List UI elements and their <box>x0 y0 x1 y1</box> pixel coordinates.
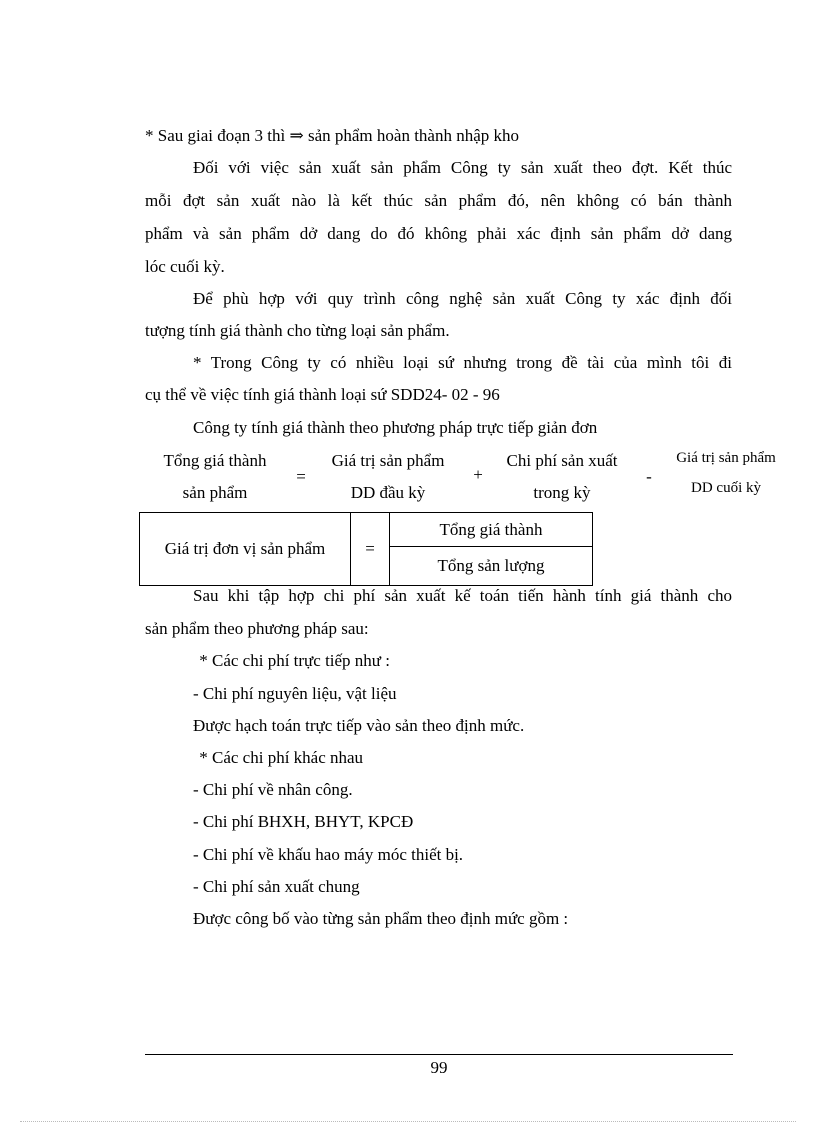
text-line: lóc cuối kỳ. <box>145 257 225 276</box>
formula-term4-line2: DD cuối kỳ <box>691 480 761 496</box>
formula-term2-line1: Giá trị sản phẩm <box>331 451 445 470</box>
text-line: Được hạch toán trực tiếp vào sản theo định mức. <box>193 716 525 735</box>
text-line: - Chi phí về nhân công. <box>193 780 353 799</box>
unit-cost-label: Giá trị đơn vị sản phẩm <box>140 513 351 586</box>
unit-cost-table <box>139 512 593 586</box>
text-line: * Các chi phí khác nhau <box>195 748 364 767</box>
unit-cost-numerator: Tổng giá thành <box>390 513 593 547</box>
text-line: * Các chi phí trực tiếp như : <box>195 651 390 670</box>
text-line: Được công bố vào từng sản phẩm theo định mức gồm : <box>193 909 569 928</box>
formula-term3-line2: trong kỳ <box>533 483 591 502</box>
text-line: * Sau giai đoạn 3 thì ⇒ sản phẩm hoàn thành nhập kho <box>145 126 520 145</box>
formula-minus: - <box>646 467 652 486</box>
unit-cost-denominator: Tổng sản lượng <box>390 547 593 586</box>
page-bottom-divider <box>20 1121 796 1122</box>
text-line: sản phẩm theo phương pháp sau: <box>145 619 369 638</box>
text-line: cụ thể về việc tính giá thành loại sứ SDD24- 02 - 96 <box>145 385 500 404</box>
text-line: Sau khi tập hợp chi phí sản xuất kế toán tiến hành tính giá thành cho <box>193 586 732 605</box>
page-number: 99 <box>430 1058 448 1077</box>
text-line: - Chi phí nguyên liệu, vật liệu <box>193 684 397 703</box>
formula-term4-line1: Giá trị sản phẩm <box>676 450 776 466</box>
text-line: - Chi phí về khấu hao máy móc thiết bị. <box>193 845 464 864</box>
text-line: - Chi phí BHXH, BHYT, KPCĐ <box>193 812 414 831</box>
text-line: mỗi đợt sản xuất nào là kết thúc sản phẩm đó, nên không có bán thành <box>145 191 732 210</box>
text-line: Để phù hợp với quy trình công nghệ sản xuất Công ty xác định đối <box>193 289 732 308</box>
text-line: * Trong Công ty có nhiều loại sứ nhưng trong đề tài của mình tôi đi <box>193 353 732 372</box>
formula-term1-line1: Tổng giá thành <box>163 451 267 470</box>
text-line: Đối với việc sản xuất sản phẩm Công ty sản xuất theo đợt. Kết thúc <box>193 158 732 177</box>
text-line: Công ty tính giá thành theo phương pháp trực tiếp giản đơn <box>193 418 598 437</box>
formula-term1-line2: sản phẩm <box>182 483 248 502</box>
footer-rule <box>145 1054 733 1055</box>
formula-term3-line1: Chi phí sản xuất <box>506 451 618 470</box>
formula-term2-line2: DD đầu kỳ <box>350 483 426 502</box>
text-line: - Chi phí sản xuất chung <box>193 877 360 896</box>
unit-cost-equals: = <box>351 513 390 586</box>
formula-equals: = <box>296 467 306 486</box>
text-line: tượng tính giá thành cho từng loại sản phẩm. <box>145 321 450 340</box>
text-line: phẩm và sản phẩm dở dang do đó không phải xác định sản phẩm dở dang <box>145 224 732 243</box>
formula-plus: + <box>473 465 483 484</box>
